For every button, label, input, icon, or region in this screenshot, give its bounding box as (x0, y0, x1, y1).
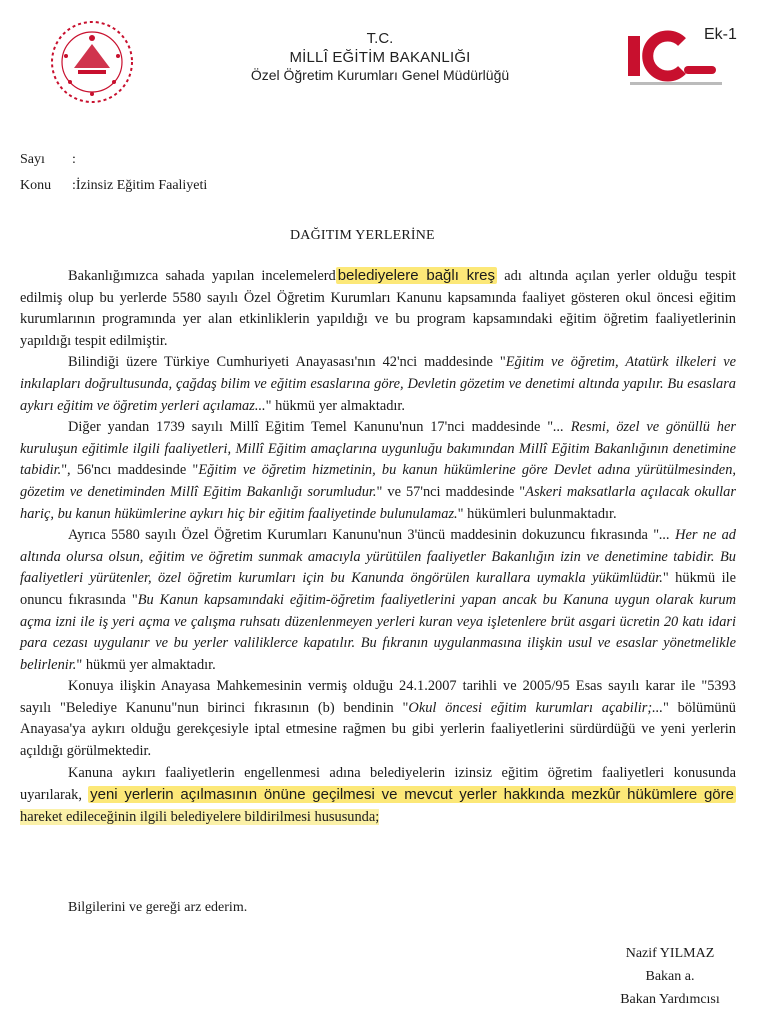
p3-text-b: ", 56'ncı maddesinde " (61, 462, 199, 479)
p1-highlight: belediyelere bağlı kreş (337, 267, 496, 284)
signatory-title: Bakan Yardımcısı (620, 992, 720, 1007)
konu-value: :İzinsiz Eğitim Faaliyeti (72, 178, 208, 193)
p2-quote: Eğitim ve öğretim, Atatürk ilkeleri ve inkılapları doğrultusunda, çağdaş bilim ve eğitim esaslarına göre, Devletin gözetim ve denetimi altında yapılır. Bu esaslara aykırı eğitim ve öğretim yerleri açılamaz... (20, 354, 736, 414)
document-title: DAĞITIM YERLERİNE (290, 228, 435, 243)
p4-text-b: " hükmü ile onuncu fıkrasında " (20, 570, 736, 608)
closing-line: Bilgilerini ve gereği arz ederim. (68, 900, 248, 915)
p5-text-b: " bölümünü Anayasa'ya aykırı olduğu gerekçesiyle iptal etmesine rağmen bu gibi yerlerin faaliyetlerini sürdürdüğü ve yeni yerlerin açıldığı görülmektedir. (20, 699, 736, 760)
attachment-label: Ek-1 (704, 26, 737, 43)
paragraph-2 (20, 352, 736, 417)
p3-quote-2: Eğitim ve öğretim hizmetinin, bu kanun hükümlerine göre Devlet adına yürütülmesinden, gözetim ve denetiminden Millî Eğitim Bakanlığı sorumludur. (20, 462, 736, 500)
p4-quote-1: ... Her ne ad altında olursa olsun, eğitim ve öğretim sunmak amacıyla yürütülen faaliyetler Bakanlığın izin ve denetimine tabidir. Bu faaliyetleri yürütenler, özel öğretim kurumları için bu Kanunda öngörülen kurallara uymakla yükümlüdür. (20, 527, 736, 587)
paragraph-3 (20, 417, 736, 525)
p6-highlight-strong: yeni yerlerin açılmasının önüne geçilmesi ve mevcut yerler hakkında mezkûr hükümlere göre (90, 786, 734, 804)
sayi-separator: : (72, 152, 76, 167)
header-line-directorate: Özel Öğretim Kurumları Genel Müdürlüğü (250, 67, 510, 83)
p3-text-d: " hükümleri bulunmaktadır. (457, 505, 617, 522)
p6-highlight-soft: hareket edileceğinin ilgili belediyelere bildirilmesi hususunda; (20, 808, 380, 825)
republic-100-years-logo-icon (624, 30, 730, 92)
p6-text-a: Kanuna aykırı faaliyetlerin engellenmesi adına belediyelerin izinsiz eğitim öğretim faaliyetleri konusunda uyarılarak, (20, 764, 736, 804)
p2-text-b: " hükmü yer almaktadır. (265, 397, 406, 414)
ministry-seal-icon (44, 16, 140, 108)
p4-text-c: " hükmü yer almaktadır. (76, 656, 216, 673)
p2-text-a: Bilindiği üzere Türkiye Cumhuriyeti Anayasası'nın 42'nci maddesinde " (68, 354, 506, 371)
signatory-name: Nazif YILMAZ (625, 946, 715, 961)
paragraph-6 (20, 763, 736, 829)
header-line-tc: T.C. (366, 30, 394, 47)
sayi-label: Sayı (20, 152, 45, 167)
p3-text-c: " ve 57'nci maddesinde " (376, 483, 526, 500)
p4-quote-2: Bu Kanun kapsamındaki eğitim-öğretim faaliyetlerini yapan ancak bu Kanuna uygun olarak kurum açma izni ile iş yeri açma ve çalışma ruhsatı düzenlenmeyen yerleri kuran veya işletenlere brüt asgari ücretin 20 katı idari para cezası uygulanır ve bu yerler valiliklerce kapatılır. Bu fıkranın uygulanmasına ilişkin usul ve esaslar yönetmelikle belirlenir. (20, 591, 736, 673)
p1-text-a: Bakanlığımızca sahada yapılan incelemelerd (68, 268, 336, 284)
paragraph-1 (20, 265, 736, 352)
konu-label: Konu (20, 178, 52, 193)
paragraph-5 (20, 676, 736, 762)
p5-text-a: Konuya ilişkin Anayasa Mahkemesinin vermiş olduğu 24.1.2007 tarihli ve 2005/95 Esas sayılı karar ile "5393 sayılı "Belediye Kanunu"nun birinci fıkrasının (b) bendinin " (20, 678, 736, 716)
p1-text-b: adı altında açılan yerler olduğu tespit edilmiş olup bu yerlerde 5580 sayılı Özel Öğretim Kurumları Kanunu kapsamında faaliyet gösteren okul öncesi eğitim kurumlarının programında yer alan etkinliklerin yapıldığı ve bu program kapsamındaki eğitim öğretim faaliyetlerinin yapıldığı tespit edilmiştir. (20, 268, 736, 349)
p3-quote-3: Askeri maksatlarla açılacak okullar hariç, bu kanun hükümlerine aykırı hiç bir eğitim faaliyetinde bulunulamaz. (20, 483, 736, 522)
meta-sayi (20, 152, 76, 168)
p4-text-a: Ayrıca 5580 sayılı Özel Öğretim Kurumları Kanunu'nun 3'üncü maddesinin dokuzuncu fıkrasında " (68, 527, 660, 544)
p5-quote: Okul öncesi eğitim kurumları açabilir;... (408, 699, 663, 716)
document-body (20, 265, 736, 828)
paragraph-4 (20, 525, 736, 676)
p3-text-a: Diğer yandan 1739 sayılı Millî Eğitim Temel Kanunu'nun 17'nci maddesinde " (68, 419, 554, 436)
signatory-on-behalf: Bakan a. (645, 969, 695, 984)
meta-konu (20, 178, 207, 194)
p3-quote-1: ... Resmi, özel ve gönüllü her kuruluşun eğitimle ilgili faaliyetleri, Millî Eğitim amaçlarına uygunluğu bakımından Millî Eğitim Bakanlığının denetimine tabidir. (20, 419, 736, 479)
header-line-ministry: MİLLÎ EĞİTİM BAKANLIĞI (289, 49, 471, 66)
